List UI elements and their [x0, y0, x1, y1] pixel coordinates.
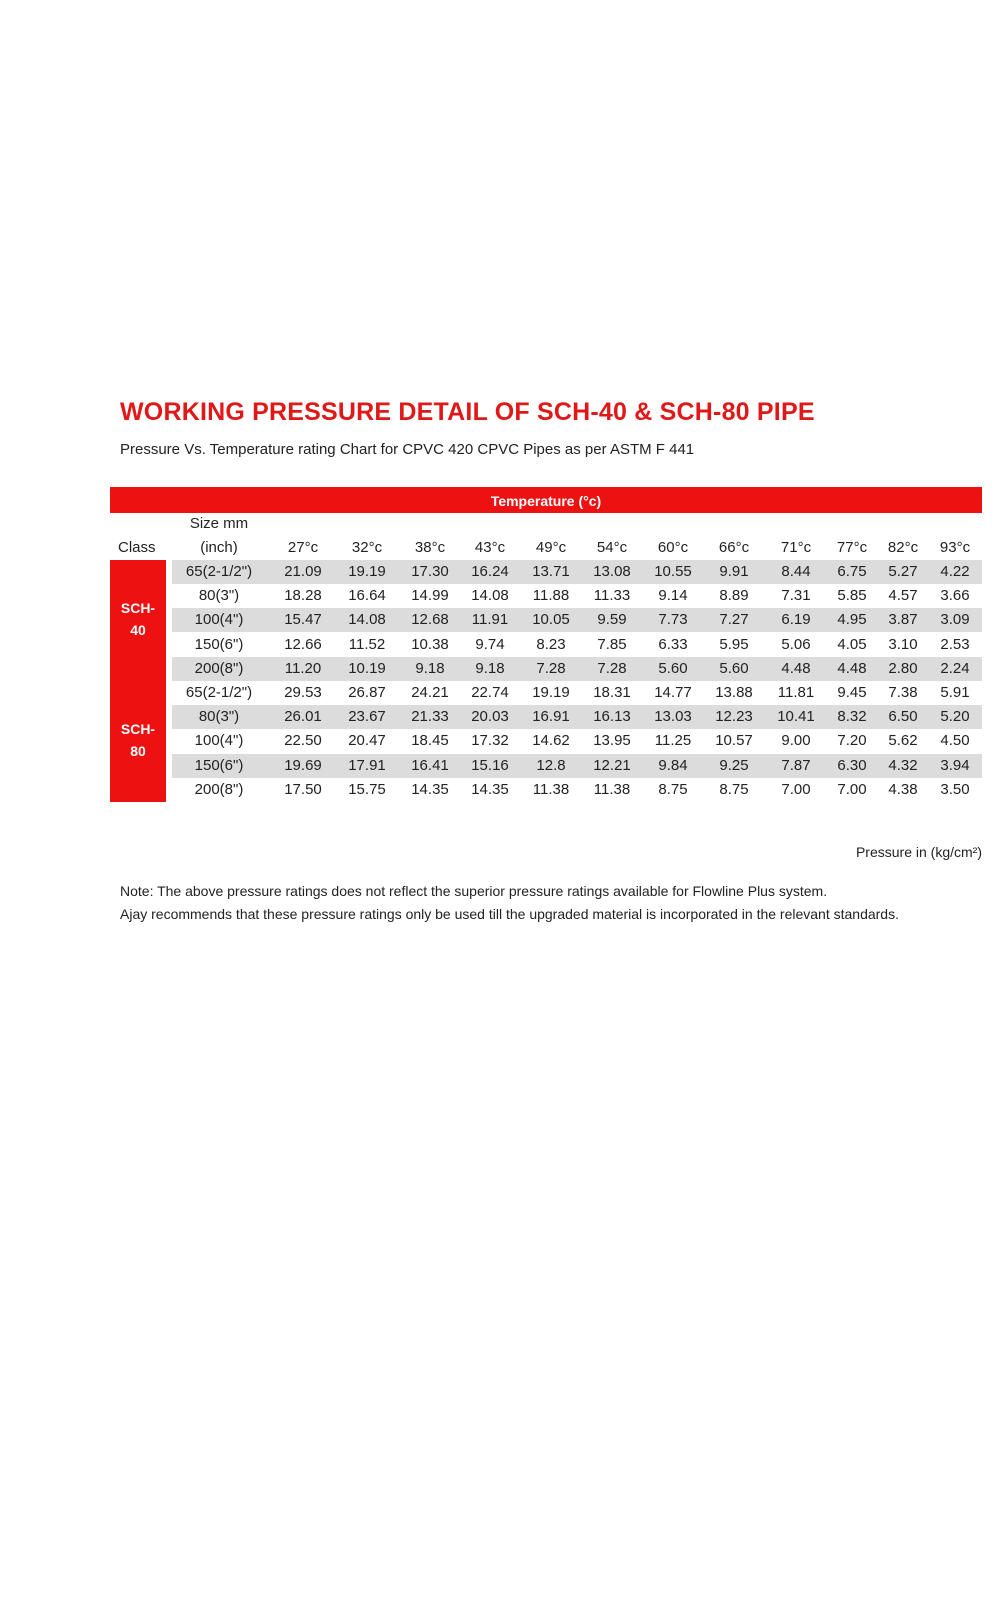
table-row — [172, 608, 982, 632]
pressure-cell: 20.47 — [348, 732, 386, 750]
size-cell: 200(8") — [194, 659, 244, 677]
table-row — [172, 778, 982, 802]
table-row — [172, 584, 982, 608]
note-line-2: Ajay recommends that these pressure ratings only be used till the upgraded material is incorporated in the relevant standards. — [120, 906, 899, 922]
pressure-cell: 5.60 — [719, 659, 749, 677]
class-header: Class — [118, 539, 156, 556]
size-cell: 80(3") — [198, 587, 240, 605]
table-row — [172, 633, 982, 657]
pressure-cell: 10.57 — [715, 732, 753, 750]
pressure-cell: 6.30 — [837, 756, 867, 774]
pressure-cell: 5.91 — [940, 684, 970, 701]
pressure-cell: 2.24 — [940, 659, 970, 677]
pressure-cell: 7.85 — [597, 635, 627, 653]
pressure-cell: 7.27 — [719, 611, 749, 629]
pressure-cell: 19.19 — [348, 563, 386, 580]
pressure-cell: 9.91 — [719, 563, 749, 580]
pressure-cell: 9.74 — [475, 635, 505, 653]
pressure-cell: 12.68 — [411, 611, 449, 629]
pressure-cell: 16.24 — [471, 563, 509, 580]
pressure-cell: 18.28 — [284, 587, 322, 605]
pressure-cell: 8.89 — [719, 587, 749, 605]
pressure-cell: 14.08 — [348, 611, 386, 629]
pressure-cell: 14.99 — [411, 587, 449, 605]
pressure-cell: 8.75 — [658, 780, 688, 798]
pressure-cell: 21.33 — [411, 708, 449, 726]
temperature-col-header: 60°c — [657, 539, 689, 556]
temperature-col-header: 32°c — [351, 539, 383, 556]
pressure-cell: 11.91 — [471, 611, 509, 629]
pressure-cell: 11.33 — [593, 587, 631, 605]
size-cell: 65(2-1/2") — [185, 684, 253, 701]
table-row — [172, 729, 982, 753]
size-header-line2: (inch) — [200, 539, 238, 556]
pressure-cell: 4.32 — [888, 756, 918, 774]
pressure-cell: 4.38 — [888, 780, 918, 798]
pressure-cell: 5.27 — [888, 563, 918, 580]
pressure-cell: 22.74 — [471, 684, 509, 701]
pressure-cell: 4.50 — [940, 732, 970, 750]
pressure-cell: 17.91 — [348, 756, 386, 774]
pressure-cell: 7.28 — [536, 659, 566, 677]
pressure-cell: 6.33 — [658, 635, 688, 653]
pressure-cell: 11.20 — [284, 659, 322, 677]
pressure-cell: 9.18 — [475, 659, 505, 677]
page-subtitle: Pressure Vs. Temperature rating Chart for CPVC 420 CPVC Pipes as per ASTM F 441 — [120, 441, 695, 458]
temperature-col-header: 27°c — [287, 539, 319, 556]
temperature-col-header: 71°c — [780, 539, 812, 556]
pressure-cell: 11.81 — [777, 684, 815, 701]
pressure-cell: 6.19 — [781, 611, 811, 629]
note-line-1: Note: The above pressure ratings does not reflect the superior pressure ratings available for Flowline Plus system. — [120, 883, 828, 899]
pressure-cell: 4.22 — [940, 563, 970, 580]
pressure-cell: 6.50 — [888, 708, 918, 726]
pressure-cell: 3.09 — [940, 611, 970, 629]
table-row — [172, 681, 982, 705]
pressure-cell: 7.20 — [837, 732, 867, 750]
pressure-cell: 16.41 — [411, 756, 449, 774]
size-cell: 200(8") — [194, 780, 244, 798]
pressure-cell: 18.45 — [411, 732, 449, 750]
pressure-cell: 10.41 — [777, 708, 815, 726]
class-label-line1: SCH- — [120, 599, 156, 616]
size-cell: 80(3") — [198, 708, 240, 726]
pressure-cell: 3.87 — [888, 611, 918, 629]
pressure-cell: 17.50 — [284, 780, 322, 798]
pressure-cell: 9.59 — [597, 611, 627, 629]
unit-note: Pressure in (kg/cm²) — [855, 844, 982, 860]
pressure-cell: 3.94 — [940, 756, 970, 774]
pressure-cell: 15.16 — [471, 756, 509, 774]
pressure-cell: 17.32 — [471, 732, 509, 750]
table-row — [172, 560, 982, 584]
pressure-cell: 26.87 — [348, 684, 386, 701]
pressure-cell: 3.66 — [940, 587, 970, 605]
pressure-cell: 13.08 — [593, 563, 631, 580]
pressure-cell: 9.25 — [719, 756, 749, 774]
table-row — [172, 754, 982, 778]
pressure-cell: 5.85 — [837, 587, 867, 605]
pressure-cell: 4.57 — [888, 587, 918, 605]
pressure-cell: 14.62 — [532, 732, 570, 750]
pressure-cell: 6.75 — [837, 563, 867, 580]
pressure-cell: 19.69 — [284, 756, 322, 774]
size-cell: 150(6") — [194, 756, 244, 774]
pressure-cell: 13.95 — [593, 732, 631, 750]
pressure-cell: 8.75 — [719, 780, 749, 798]
size-header-line1: Size mm — [189, 515, 249, 532]
pressure-cell: 7.28 — [597, 659, 627, 677]
pressure-cell: 14.77 — [654, 684, 692, 701]
pressure-cell: 18.31 — [593, 684, 631, 701]
table-row — [172, 657, 982, 681]
pressure-cell: 16.64 — [348, 587, 386, 605]
pressure-cell: 11.88 — [532, 587, 570, 605]
pressure-cell: 19.19 — [532, 684, 570, 701]
pressure-cell: 10.05 — [532, 611, 570, 629]
pressure-cell: 9.84 — [658, 756, 688, 774]
pressure-cell: 13.71 — [532, 563, 570, 580]
temperature-col-header: 66°c — [718, 539, 750, 556]
pressure-cell: 7.87 — [781, 756, 811, 774]
temperature-col-header: 82°c — [887, 539, 919, 556]
pressure-cell: 10.38 — [411, 635, 449, 653]
size-cell: 100(4") — [194, 611, 244, 629]
pressure-cell: 5.95 — [719, 635, 749, 653]
pressure-cell: 8.23 — [536, 635, 566, 653]
temperature-col-header: 93°c — [939, 539, 971, 556]
pressure-cell: 9.18 — [415, 659, 445, 677]
pressure-cell: 2.53 — [940, 635, 970, 653]
pressure-cell: 3.10 — [888, 635, 918, 653]
pressure-cell: 5.62 — [888, 732, 918, 750]
pressure-cell: 13.88 — [715, 684, 753, 701]
class-label-line1: SCH- — [120, 720, 156, 737]
pressure-cell: 5.60 — [658, 659, 688, 677]
size-cell: 100(4") — [194, 732, 244, 750]
pressure-cell: 4.05 — [837, 635, 867, 653]
pressure-cell: 15.75 — [348, 780, 386, 798]
pressure-cell: 16.13 — [593, 708, 631, 726]
pressure-cell: 23.67 — [348, 708, 386, 726]
temperature-col-header: 77°c — [836, 539, 868, 556]
pressure-cell: 10.19 — [348, 659, 386, 677]
pressure-cell: 4.48 — [781, 659, 811, 677]
table-row — [172, 705, 982, 729]
pressure-cell: 20.03 — [471, 708, 509, 726]
pressure-cell: 7.73 — [658, 611, 688, 629]
size-cell: 65(2-1/2") — [185, 563, 253, 580]
temperature-header: Temperature (°c) — [110, 487, 982, 513]
pressure-cell: 3.50 — [940, 780, 970, 798]
pressure-cell: 2.80 — [888, 659, 918, 677]
temperature-col-header: 49°c — [535, 539, 567, 556]
temperature-col-header: 54°c — [596, 539, 628, 556]
pressure-cell: 12.21 — [593, 756, 631, 774]
size-cell: 150(6") — [194, 635, 244, 653]
pressure-cell: 9.45 — [837, 684, 867, 701]
pressure-cell: 14.35 — [411, 780, 449, 798]
pressure-cell: 11.38 — [593, 780, 631, 798]
pressure-cell: 11.38 — [532, 780, 570, 798]
temperature-col-header: 43°c — [474, 539, 506, 556]
page-title: WORKING PRESSURE DETAIL OF SCH-40 & SCH-80 PIPE — [120, 398, 815, 426]
pressure-cell: 12.66 — [284, 635, 322, 653]
pressure-cell: 4.95 — [837, 611, 867, 629]
pressure-cell: 12.8 — [536, 756, 566, 774]
pressure-cell: 9.14 — [658, 587, 688, 605]
temperature-col-header: 38°c — [414, 539, 446, 556]
pressure-cell: 7.00 — [781, 780, 811, 798]
pressure-cell: 11.25 — [654, 732, 692, 750]
pressure-cell: 21.09 — [284, 563, 322, 580]
class-label-line2: 40 — [130, 621, 146, 638]
pressure-cell: 22.50 — [284, 732, 322, 750]
pressure-cell: 14.35 — [471, 780, 509, 798]
pressure-cell: 13.03 — [654, 708, 692, 726]
pressure-cell: 8.44 — [781, 563, 811, 580]
pressure-cell: 5.20 — [940, 708, 970, 726]
pressure-cell: 4.48 — [837, 659, 867, 677]
pressure-cell: 7.31 — [781, 587, 811, 605]
pressure-cell: 7.38 — [888, 684, 918, 701]
pressure-cell: 26.01 — [284, 708, 322, 726]
pressure-cell: 8.32 — [837, 708, 867, 726]
pressure-cell: 10.55 — [654, 563, 692, 580]
pressure-cell: 12.23 — [715, 708, 753, 726]
pressure-cell: 7.00 — [837, 780, 867, 798]
class-label-line2: 80 — [130, 742, 146, 759]
pressure-cell: 15.47 — [284, 611, 322, 629]
pressure-cell: 29.53 — [284, 684, 322, 701]
pressure-cell: 16.91 — [532, 708, 570, 726]
pressure-cell: 14.08 — [471, 587, 509, 605]
pressure-cell: 17.30 — [411, 563, 449, 580]
pressure-cell: 24.21 — [411, 684, 449, 701]
pressure-cell: 5.06 — [781, 635, 811, 653]
pressure-cell: 11.52 — [348, 635, 386, 653]
pressure-cell: 9.00 — [781, 732, 811, 750]
